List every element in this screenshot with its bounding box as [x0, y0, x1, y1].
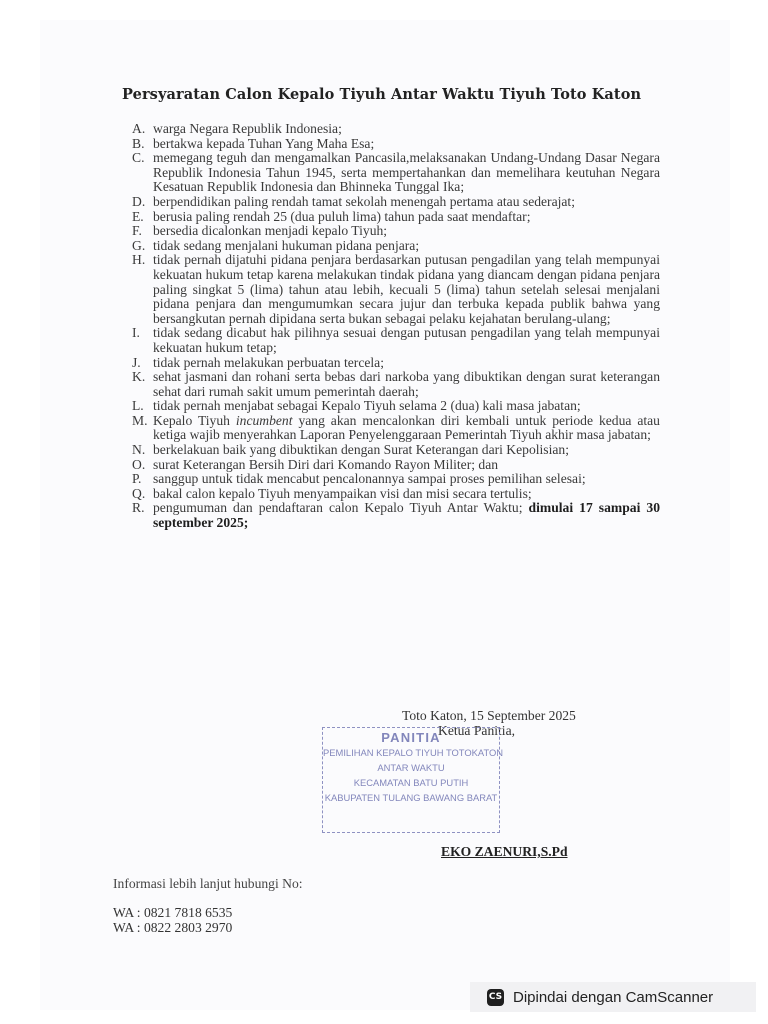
- list-item: P. sanggup untuk tidak mencabut pencalonannya sampai proses pemilihan selesai;: [132, 471, 586, 487]
- list-item: J. tidak pernah melakukan perbuatan tercela;: [132, 354, 384, 370]
- stamp-title: PANITIA: [381, 730, 441, 745]
- signer-name: EKO ZAENURI,S.Pd: [441, 844, 568, 859]
- list-item: D. berpendidikan paling rendah tamat sekolah menengah pertama atau sederajat;: [132, 193, 575, 209]
- list-item: R. pengumuman dan pendaftaran calon Kepalo Tiyuh Antar Waktu; dimulai 17 sampai 30 september 2025;: [132, 500, 660, 531]
- list-item: Q. bakal calon kepalo Tiyuh menyampaikan visi dan misi secara tertulis;: [132, 485, 532, 501]
- list-item: I. tidak sedang dicabut hak pilihnya sesuai dengan putusan pengadilan yang telah mempunyai kekuatan hukum tetap;: [132, 325, 660, 355]
- list-item: F. bersedia dicalonkan menjadi kepalo Tiyuh;: [132, 223, 388, 239]
- stamp-line: ANTAR WAKTU: [377, 762, 445, 773]
- list-item: C. memegang teguh dan mengamalkan Pancasila,melaksanakan Undang-Undang Dasar Negara Republik Indonesia Tahun 1945, serta mempertahankan dan memelihara keutuhan Negara Kesatuan Republik Indonesia dan Bhinneka Tunggal Ika;: [132, 150, 660, 195]
- signature-role: Ketua Panitia,: [438, 723, 516, 738]
- list-item: E. berusia paling rendah 25 (dua puluh lima) tahun pada saat mendaftar;: [132, 208, 531, 224]
- camscanner-icon: CS: [487, 989, 504, 1006]
- committee-stamp: [322, 727, 504, 833]
- signature-city-date: Toto Katon, 15 September 2025: [402, 708, 576, 723]
- scanner-badge: [470, 982, 756, 1012]
- list-item: H. tidak pernah dijatuhi pidana penjara berdasarkan putusan pengadilan yang telah mempunyai kekuatan hukum tetap karena melakukan tindak pidana yang diancam dengan pidana penjara paling singkat 5 (lima) tahun atau lebih, kecuali 5 (lima) tahun setelah selesai menjalani pidana penjara dan mengumumkan secara jujur dan terbuka kepada publik bahwa yang bersangkutan pernah dipidana serta bukan sebagai pelaku kejahatan berulang-ulang;: [132, 252, 660, 326]
- scanner-label: Dipindai dengan CamScanner: [513, 988, 714, 1006]
- stamp-line: KECAMATAN BATU PUTIH: [353, 777, 469, 788]
- contact-wa-1: WA : 0821 7818 6535: [113, 905, 233, 920]
- document-title: Persyaratan Calon Kepalo Tiyuh Antar Waktu Tiyuh Toto Katon: [122, 86, 642, 103]
- contact-wa-2: WA : 0822 2803 2970: [113, 920, 233, 935]
- list-item: L. tidak pernah menjabat sebagai Kepalo Tiyuh selama 2 (dua) kali masa jabatan;: [132, 398, 581, 414]
- list-item: K. sehat jasmani dan rohani serta bebas dari narkoba yang dibuktikan dengan surat keterangan sehat dari rumah sakit umum pemerintah daerah;: [132, 369, 660, 399]
- stamp-line: PEMILIHAN KEPALO TIYUH TOTOKATON: [323, 747, 504, 758]
- list-item: A. warga Negara Republik Indonesia;: [132, 121, 342, 136]
- contact-intro: Informasi lebih lanjut hubungi No:: [113, 876, 303, 891]
- stamp-line: KABUPATEN TULANG BAWANG BARAT: [324, 792, 498, 803]
- list-item: M. Kepalo Tiyuh incumbent yang akan mencalonkan diri kembali untuk periode kedua atau ketiga wajib menyerahkan Laporan Penyelenggaraan Pemerintah Tiyuh akhir masa jabatan;: [132, 412, 660, 443]
- list-item: O. surat Keterangan Bersih Diri dari Komando Rayon Militer; dan: [132, 456, 499, 472]
- list-item: N. berkelakuan baik yang dibuktikan dengan Surat Keterangan dari Kepolisian;: [132, 442, 569, 458]
- list-item: B. bertakwa kepada Tuhan Yang Maha Esa;: [132, 135, 375, 151]
- requirements-list: [132, 122, 660, 531]
- list-item: G. tidak sedang menjalani hukuman pidana penjara;: [132, 237, 420, 253]
